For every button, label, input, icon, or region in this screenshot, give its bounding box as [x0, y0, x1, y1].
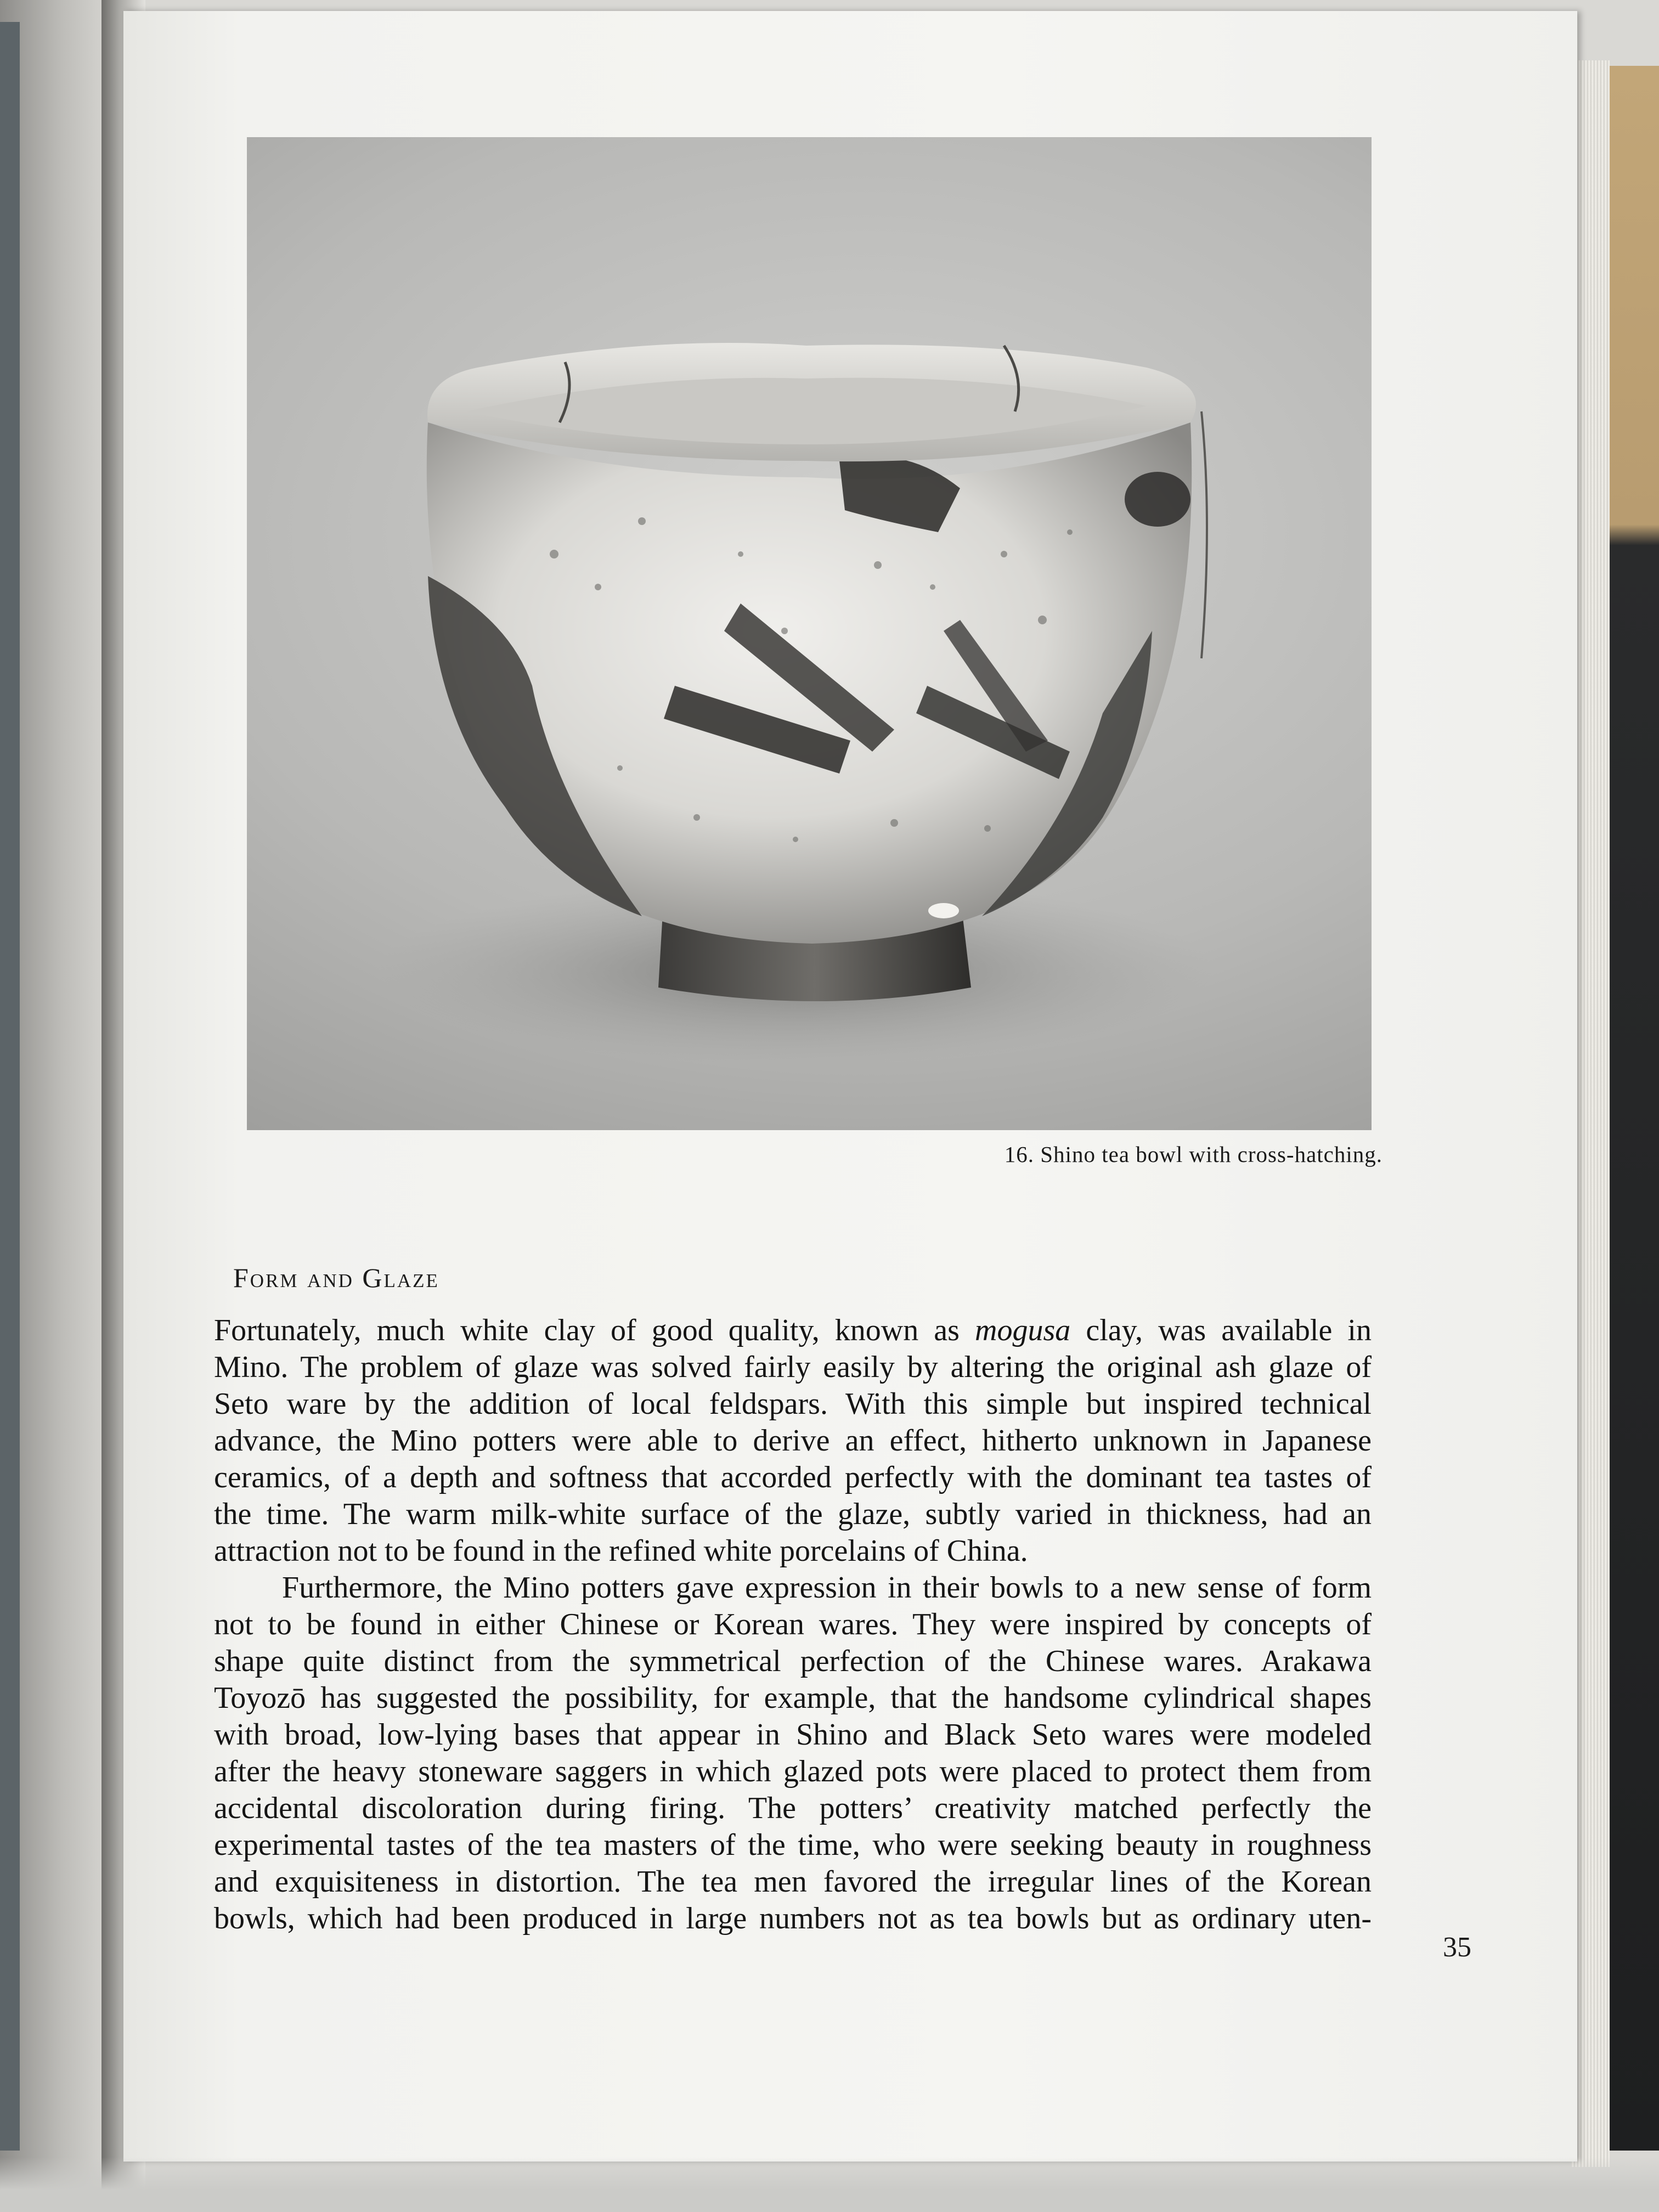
table-surface — [0, 2157, 1659, 2212]
text-line: Furthermore, the Mino potters gave expression in their bowls to a new sense of form — [282, 1571, 1372, 1605]
text-line: and exquisiteness in distortion. The tea men favored the irregular lines of the Korean — [214, 1865, 1372, 1899]
text-line: Toyozō has suggested the possibility, for example, that the handsome cylindrical shapes — [214, 1681, 1372, 1715]
text-line: Mino. The problem of glaze was solved fairly easily by altering the original ash glaze of — [214, 1350, 1372, 1384]
text-line: ceramics, of a depth and softness that accorded perfectly with the dominant tea tastes of — [214, 1460, 1372, 1494]
text-line: the time. The warm milk-white surface of the glaze, subtly varied in thickness, had an — [214, 1497, 1372, 1531]
text-line: shape quite distinct from the symmetrical perfection of the Chinese wares. Arakawa — [214, 1644, 1372, 1678]
tea-bowl-illustration — [247, 137, 1372, 1130]
paragraph-1 — [214, 1312, 1372, 1570]
text-line: attraction not to be found in the refined white porcelains of China. — [214, 1534, 1028, 1568]
text-line: Seto ware by the addition of local feldspars. With this simple but inspired technical — [214, 1387, 1372, 1421]
text-line: with broad, low-lying bases that appear in Shino and Black Seto wares were modeled — [214, 1718, 1372, 1752]
text-line: Fortunately, much white clay of good quality, known as mogusa clay, was available in — [214, 1313, 1372, 1347]
paragraph-2 — [214, 1570, 1372, 1937]
section-heading: Form and Glaze — [233, 1262, 439, 1293]
tea-bowl-photograph — [247, 137, 1372, 1130]
page-number: 35 — [1443, 1932, 1471, 1963]
text-line: after the heavy stoneware saggers in which glazed pots were placed to protect them from — [214, 1754, 1372, 1788]
text-line: experimental tastes of the tea masters of the time, who were seeking beauty in roughness — [214, 1828, 1372, 1862]
figure-caption: 16. Shino tea bowl with cross-hatching. — [1004, 1142, 1383, 1167]
text-line: advance, the Mino potters were able to derive an effect, hitherto unknown in Japanese — [214, 1424, 1372, 1458]
text-line: bowls, which had been produced in large numbers not as tea bowls but as ordinary uten- — [214, 1901, 1372, 1936]
text-line: not to be found in either Chinese or Korean wares. They were inspired by concepts of — [214, 1607, 1372, 1641]
body-text — [214, 1312, 1372, 1937]
italic-term: mogusa — [975, 1313, 1071, 1347]
previous-page-plate — [0, 22, 20, 2151]
book-page — [123, 11, 1577, 2162]
text-line: accidental discoloration during firing. The potters’ creativity matched perfectly the — [214, 1791, 1372, 1825]
